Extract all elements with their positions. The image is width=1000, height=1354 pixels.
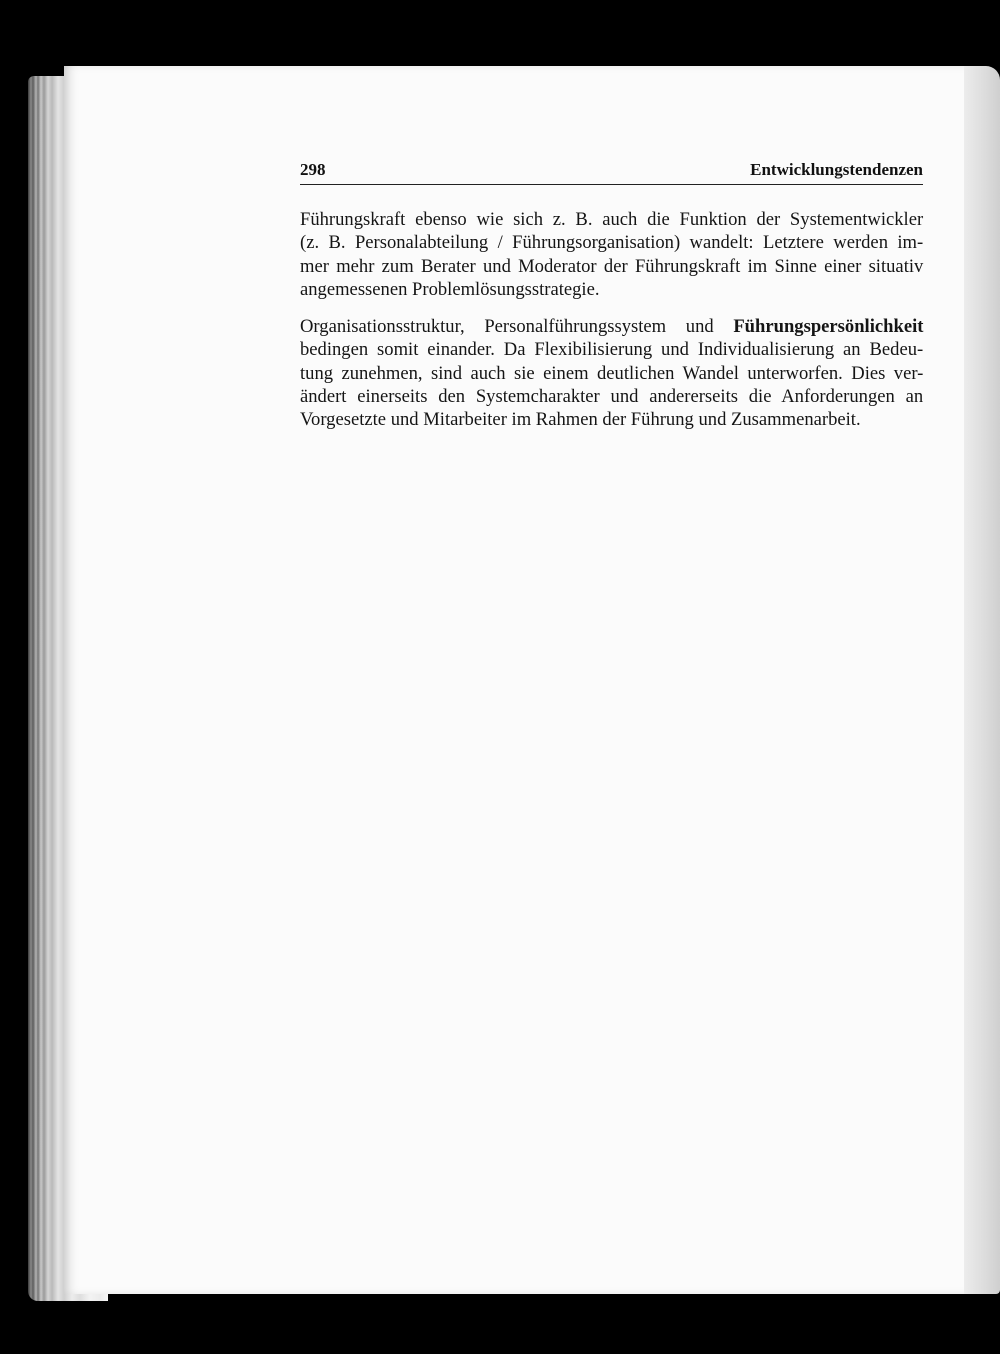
bold-term: Führungspersönlichkeit [733,316,924,338]
body-text [300,208,923,446]
paragraph-1-line: Führungskraft ebenso wie sich z. B. auch die Funktion der Systementwickler [300,209,924,230]
running-head: Entwicklungstendenzen [750,160,923,179]
paragraph-2 [300,315,923,431]
paragraph-2-line: Vorgesetzte und Mitarbeiter im Rahmen der Führung und Zusammenarbeit. [300,409,861,431]
paragraph-1-line: mer mehr zum Berater und Moderator der Führungskraft im Sinne einer situativ [300,255,924,277]
paragraph-2-line-text: Organisationsstruktur, Personalführungssystem und [300,316,734,338]
paragraph-2-line: bedingen somit einander. Da Flexibilisierung und Individualisierung an Bedeu- [300,339,924,361]
page-number: 298 [300,160,326,179]
paragraph-2-line: ändert einerseits den Systemcharakter und andererseits die Anforderungen an [300,386,924,408]
paragraph-1-line: (z. B. Personalabteilung / Führungsorganisation) wandelt: Letztere werden im- [300,232,924,254]
paragraph-2-line: tung zunehmen, sind auch sie einem deutlichen Wandel unterworfen. Dies ver- [300,362,924,384]
paragraph-1-line: angemessenen Problemlösungsstrategie. [300,278,600,300]
paragraph-2-line [300,315,923,338]
page-header [300,158,923,185]
paragraph-1 [300,208,923,301]
